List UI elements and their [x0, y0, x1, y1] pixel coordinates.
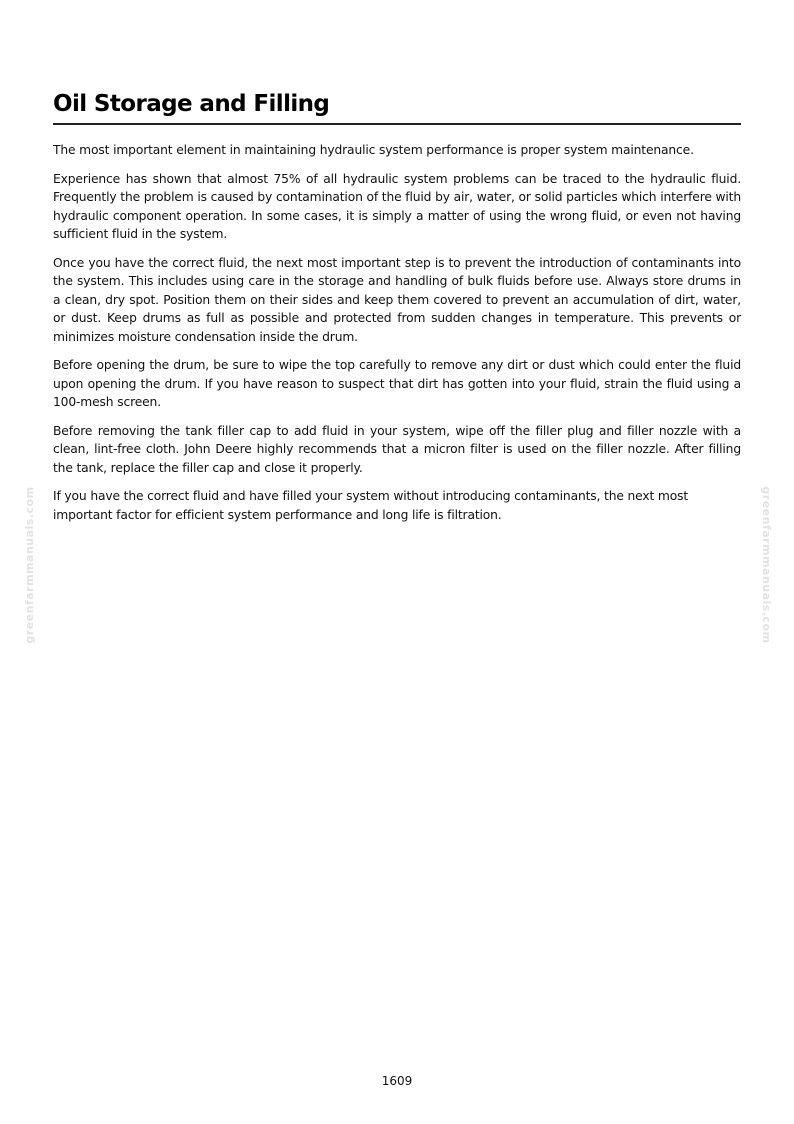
paragraph-1: The most important element in maintaining hydraulic system performance is proper system maintenance. [53, 143, 694, 157]
paragraph-4: Before opening the drum, be sure to wipe the top carefully to remove any dirt or dust which could enter the fluid upon opening the drum. If you have reason to suspect that dirt has gotten into your fluid, strain the fluid using a 100-mesh screen. [53, 358, 741, 409]
title-underline [53, 123, 741, 125]
paragraph-3: Once you have the correct fluid, the next most important step is to prevent the introduction of contaminants into the system. This includes using care in the storage and handling of bulk fluids before use. Always store drums in a clean, dry spot. Position them on their sides and keep them covered to prevent an accumulation of dirt, water, or dust. Keep drums as full as possible and protected from sudden changes in temperature. This prevents or minimizes moisture condensation inside the drum. [53, 255, 741, 344]
page-number: 1609 [381, 1074, 413, 1088]
watermark-right: greenfarmmanuals.com [760, 486, 773, 644]
paragraph-2: Experience has shown that almost 75% of all hydraulic system problems can be traced to the hydraulic fluid. Frequently the problem is caused by contamination of the fluid by air, water, or solid particles which interfere with hydraulic component operation. In some cases, it is simply a matter of using the wrong fluid, or even not having sufficient fluid in the system. [53, 171, 741, 241]
body-text [53, 141, 741, 534]
page-title: Oil Storage and Filling [53, 91, 330, 117]
watermark-left: greenfarmmanuals.com [23, 486, 36, 644]
paragraph-6: If you have the correct fluid and have filled your system without introducing contaminants, the next most important factor for efficient system performance and long life is filtration. [53, 489, 689, 522]
paragraph-5: Before removing the tank filler cap to add fluid in your system, wipe off the filler plug and filler nozzle with a clean, lint-free cloth. John Deere highly recommends that a micron filter is used on the filler nozzle. After filling the tank, replace the filler cap and close it properly. [53, 423, 741, 475]
